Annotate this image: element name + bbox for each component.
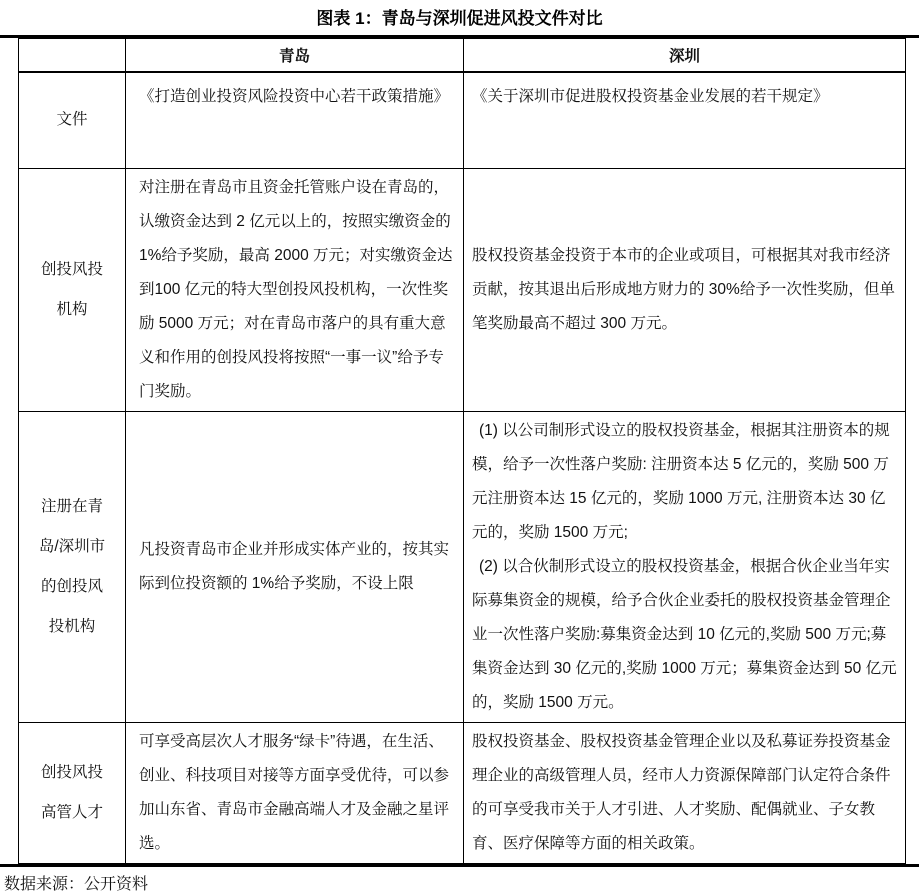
cell-shenzhen-vc-institutions: 股权投资基金投资于本市的企业或项目，可根据其对我市经济贡献，按其退出后形成地方财力的 30%给予一次性奖励，但单笔奖励最高不超过 300 万元。: [464, 169, 906, 412]
chart-title: 图表 1：青岛与深圳促进风投文件对比: [316, 9, 603, 28]
header-row: [19, 39, 906, 72]
cell-qingdao-registered-institutions: 凡投资青岛市企业并形成实体产业的，按其实际到位投资额的 1%给予奖励，不设上限: [126, 412, 464, 723]
corner-cell: [19, 39, 126, 72]
table-row-vc-institutions: [19, 169, 906, 412]
column-header-qingdao: 青岛: [126, 39, 464, 72]
table-row-document: [19, 72, 906, 169]
row-label-executive-talent: 创投风投高管人才: [19, 723, 126, 864]
cell-shenzhen-registered-institutions: [464, 412, 906, 723]
column-header-shenzhen: 深圳: [464, 39, 906, 72]
shenzhen-clause-2: (2) 以合伙制形式设立的股权投资基金，根据合伙企业当年实际募集资金的规模，给予合伙企业委托的股权投资基金管理企业一次性落户奖励:募集资金达到 10 亿元的,奖励 500 万元;募集资金达到 30 亿元的,奖励 1000 万元；募集资金达到 50 亿元的，奖励 1500 万元。: [472, 558, 897, 711]
cell-shenzhen-executive-talent: 股权投资基金、股权投资基金管理企业以及私募证券投资基金理企业的高级管理人员，经市人力资源保障部门认定符合条件的可享受我市关于人才引进、人才奖励、配偶就业、子女教育、医疗保障等方面的相关政策。: [464, 723, 906, 864]
table-row-executive-talent: [19, 723, 906, 864]
cell-qingdao-vc-institutions: 对注册在青岛市且资金托管账户设在青岛的，认缴资金达到 2 亿元以上的，按照实缴资金的 1%给予奖励，最高 2000 万元；对实缴资金达到100 亿元的特大型创投风投机构，一次性奖励 5000 万元；对在青岛市落户的具有重大意义和作用的创投风投将按照“一事一议”给予专门奖励。: [126, 169, 464, 412]
row-label-vc-institutions: 创投风投机构: [19, 169, 126, 412]
cell-qingdao-document: 《打造创业投资风险投资中心若干政策措施》: [126, 72, 464, 169]
table-wrapper: [0, 35, 919, 867]
row-label-document: 文件: [19, 72, 126, 169]
cell-shenzhen-document: 《关于深圳市促进股权投资基金业发展的若干规定》: [464, 72, 906, 169]
table-row-registered-institutions: [19, 412, 906, 723]
source-note: 数据来源：公开资料: [4, 876, 149, 893]
comparison-table: [18, 38, 906, 864]
shenzhen-clause-1: (1) 以公司制形式设立的股权投资基金，根据其注册资本的规模，给予一次性落户奖励: 注册资本达 5 亿元的，奖励 500 万元注册资本达 15 亿元的，奖励 1000 万元, 注册资本达 30 亿元的，奖励 1500 万元;: [472, 422, 890, 541]
row-label-registered-institutions: 注册在青岛/深圳市的创投风投机构: [19, 412, 126, 723]
cell-qingdao-executive-talent: 可享受高层次人才服务“绿卡”待遇，在生活、创业、科技项目对接等方面享受优待，可以参加山东省、青岛市金融高端人才及金融之星评选。: [126, 723, 464, 864]
